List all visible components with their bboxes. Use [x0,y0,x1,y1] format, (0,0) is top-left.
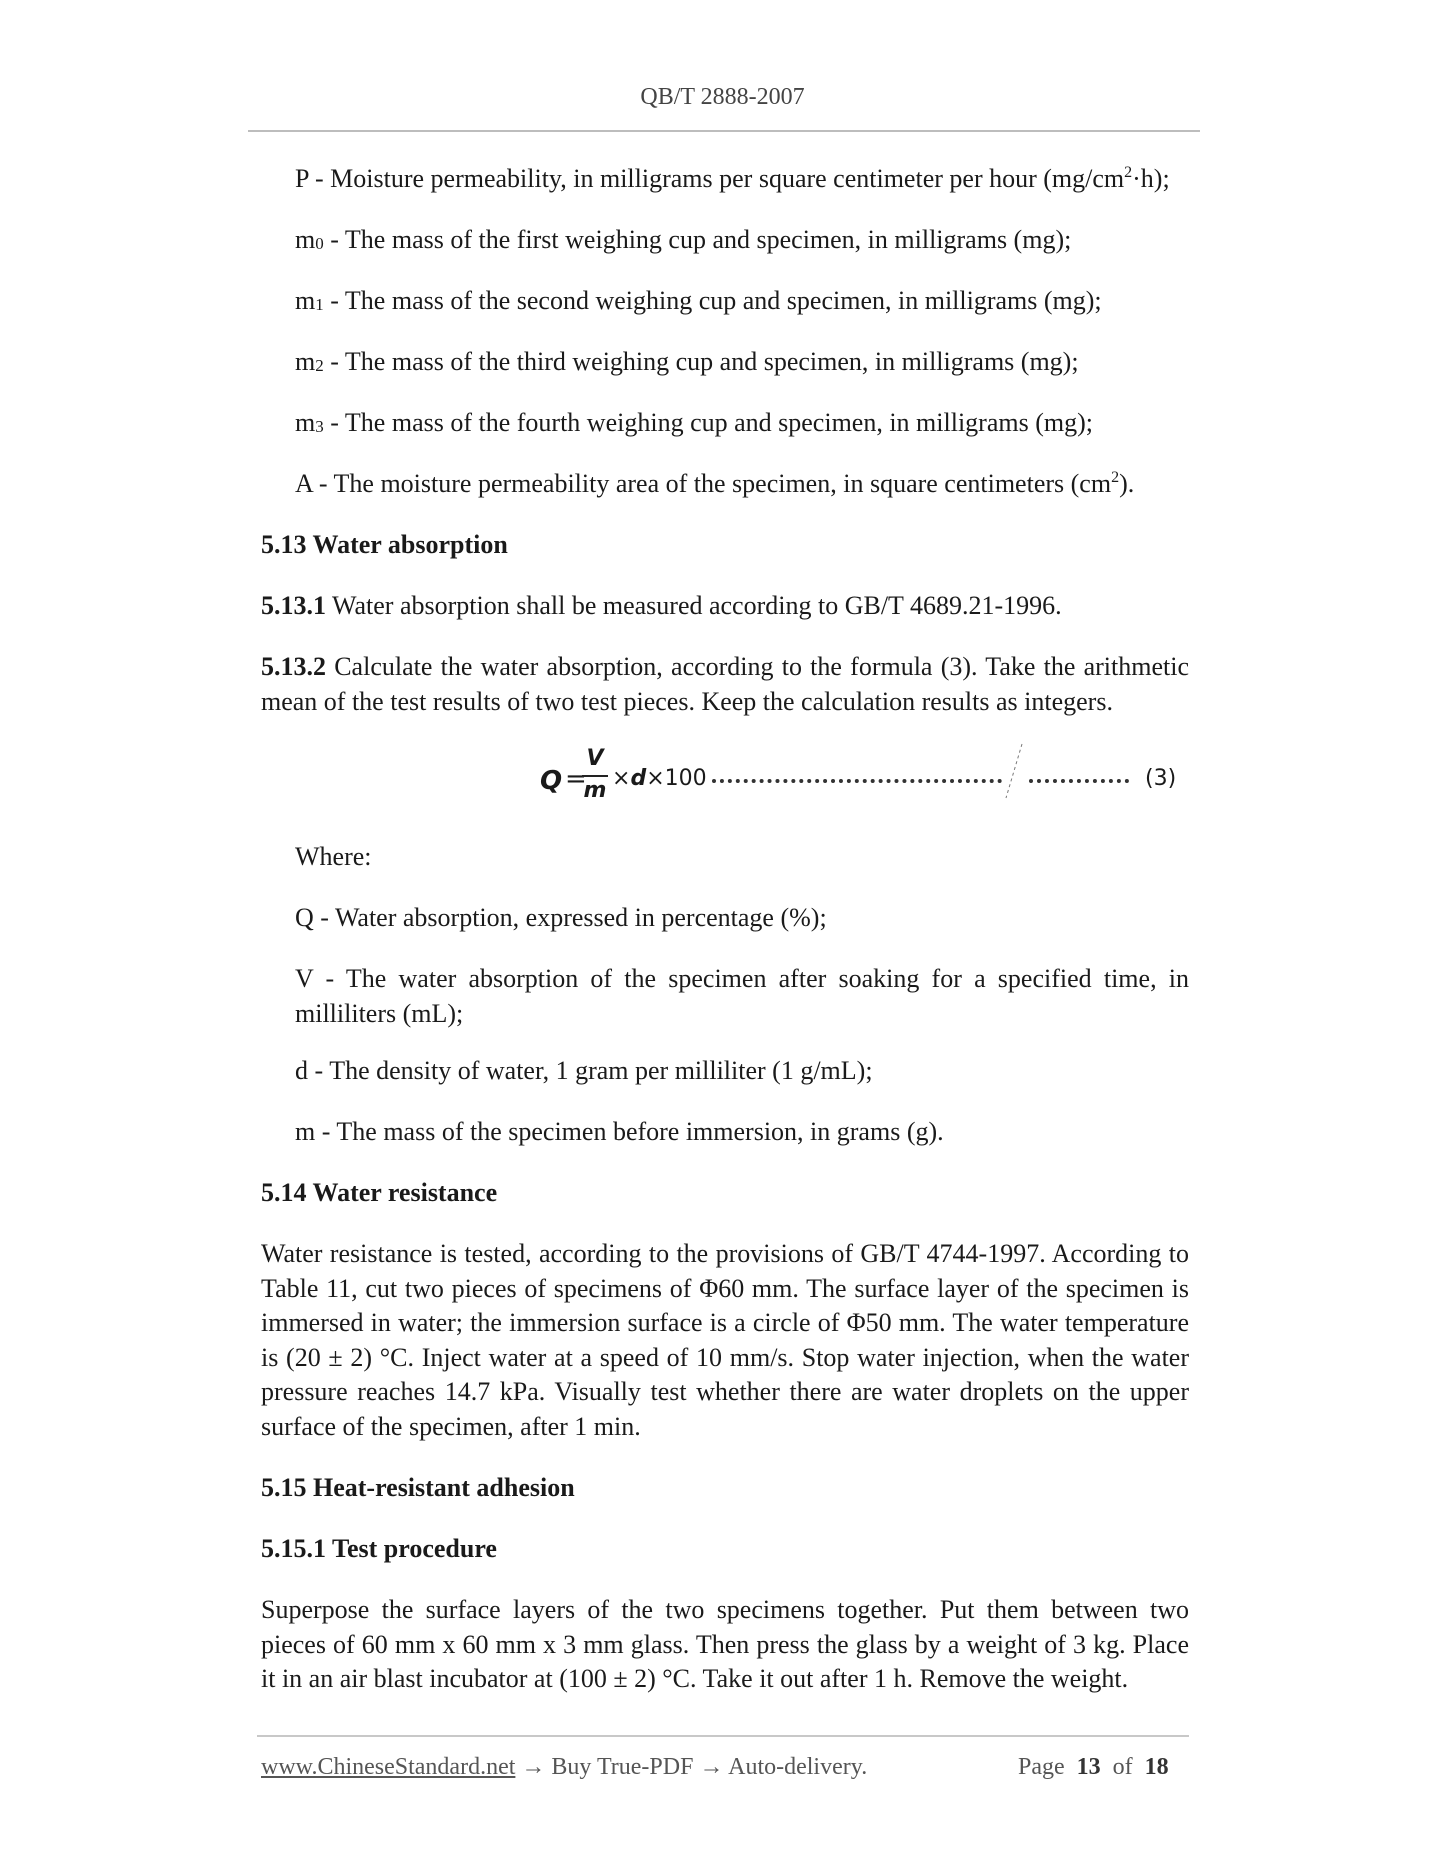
footer-divider [257,1735,1189,1737]
section-heading-5-15-1: 5.15.1 Test procedure [261,1534,497,1563]
leader-dots [712,779,1002,783]
formula-denominator: m [583,778,607,803]
formula-lhs: Q [540,766,563,796]
leader-dots-2 [1029,779,1129,783]
definition-v: V - The water absorption of the specimen after soaking for a specified time, in milliliters (mL); [295,964,1189,1028]
site-link[interactable]: www.ChineseStandard.net [261,1754,516,1780]
formula-equals: = [565,764,587,794]
header-divider [248,130,1200,132]
footer-left: www.ChineseStandard.net → Buy True-PDF → Auto-delivery. [261,1754,868,1780]
header-title: QB/T 2888-2007 [640,84,805,110]
fraction-bar [582,775,608,777]
definition-q: Q - Water absorption, expressed in percentage (%); [295,903,827,932]
formula-3 [540,746,1200,818]
scan-mark-icon [1002,742,1028,802]
where-label: Where: [295,842,372,871]
definition-m1: m1 - The mass of the second weighing cup and specimen, in milligrams (mg); [295,286,1102,315]
definition-m3: m3 - The mass of the fourth weighing cup and specimen, in milligrams (mg); [295,408,1093,437]
definition-p: P - Moisture permeability, in milligrams per square centimeter per hour $(mg/cm^2\cdot h)$; [295,164,1170,193]
definition-m2: m2 - The mass of the third weighing cup and specimen, in milligrams (mg); [295,347,1079,376]
formula-rest: ×d×100 [612,766,707,791]
clause-5-13-1: 5.13.1 Water absorption shall be measured according to GB/T 4689.21-1996. [261,591,1062,620]
formula-numerator: V [586,746,604,771]
test-procedure-paragraph: Superpose the surface layers of the two specimens together. Put them between two pieces of 60 mm x 60 mm x 3 mm glass. Then press the glass by a weight of 3 kg. Place it in an air blast incubator at (100 ± 2) °C. Take it out after 1 h. Remove the weight. [261,1595,1189,1693]
formula-number: (3) [1145,766,1177,791]
page-indicator: Page 13 of 18 [1018,1754,1169,1780]
definition-d: d - The density of water, 1 gram per milliliter (1 g/mL); [295,1056,873,1085]
definition-m0: m0 - The mass of the first weighing cup and specimen, in milligrams (mg); [295,225,1072,254]
definition-m: m - The mass of the specimen before immersion, in grams (g). [295,1117,944,1146]
section-heading-5-15: 5.15 Heat-resistant adhesion [261,1473,575,1502]
section-heading-5-13: 5.13 Water absorption [261,530,508,559]
water-resistance-paragraph: Water resistance is tested, according to the provisions of GB/T 4744-1997. According to Table 11, cut two pieces of specimens of Φ60 mm. The surface layer of the specimen is immersed in water; the immersion surface is a circle of Φ50 mm. The water temperature is (20 ± 2) °C. Inject water at a speed of 10 mm/s. Stop water injection, when the water pressure reaches 14.7 kPa. Visually test whether there are water droplets on the upper surface of the specimen, after 1 min. [261,1239,1189,1441]
section-heading-5-14: 5.14 Water resistance [261,1178,498,1207]
clause-5-13-2: 5.13.2 Calculate the water absorption, according to the formula (3). Take the arithmetic mean of the test results of two test pieces. Keep the calculation results as integers. [261,652,1189,716]
definition-a: A - The moisture permeability area of the specimen, in square centimeters $(cm^2)$. [295,469,1135,498]
